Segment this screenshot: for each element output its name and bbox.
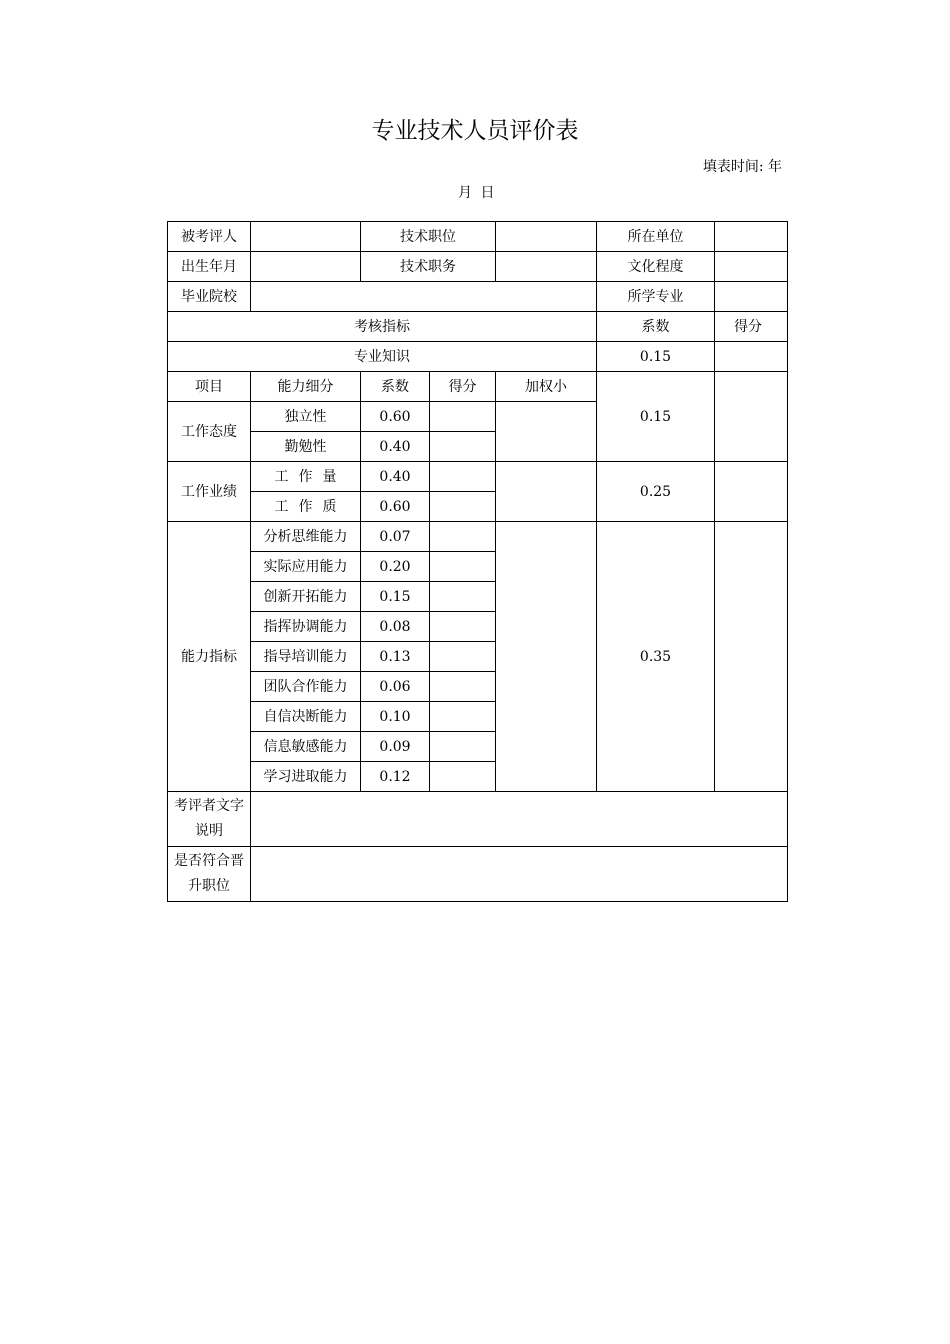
school-label: 毕业院校 bbox=[168, 282, 251, 312]
detail-coef: 0.40 bbox=[361, 432, 430, 462]
detail-name: 工作量 bbox=[274, 468, 347, 485]
table-row bbox=[168, 847, 788, 902]
detail-name: 勤勉性 bbox=[251, 432, 361, 462]
promotion-label-line-1: 是否符合晋 bbox=[174, 853, 244, 869]
tech-duty-label: 技术职务 bbox=[361, 252, 496, 282]
knowledge-label: 专业知识 bbox=[168, 342, 597, 372]
evaluatee-field[interactable] bbox=[251, 222, 361, 252]
detail-name: 实际应用能力 bbox=[251, 552, 361, 582]
knowledge-score-field[interactable] bbox=[715, 342, 788, 372]
score-field[interactable] bbox=[430, 612, 496, 642]
detail-coef: 0.60 bbox=[361, 402, 430, 432]
promotion-label-line-2: 升职位 bbox=[188, 878, 230, 894]
evaluatee-label: 被考评人 bbox=[168, 222, 251, 252]
detail-coef: 0.09 bbox=[361, 732, 430, 762]
ability-coef: 0.35 bbox=[597, 522, 715, 792]
item-header: 项目 bbox=[168, 372, 251, 402]
detail-coef: 0.15 bbox=[361, 582, 430, 612]
tech-duty-field[interactable] bbox=[496, 252, 597, 282]
score-field[interactable] bbox=[430, 432, 496, 462]
weighted-field[interactable] bbox=[496, 522, 597, 792]
ability-total-field[interactable] bbox=[715, 522, 788, 792]
education-field[interactable] bbox=[715, 252, 788, 282]
detail-coef: 0.12 bbox=[361, 762, 430, 792]
table-row bbox=[168, 252, 788, 282]
birth-field[interactable] bbox=[251, 252, 361, 282]
weighted-field[interactable] bbox=[496, 402, 597, 462]
comment-label-line-2: 说明 bbox=[195, 823, 223, 839]
table-row bbox=[168, 312, 788, 342]
sub-score-header: 得分 bbox=[430, 372, 496, 402]
attitude-total-field[interactable] bbox=[715, 372, 788, 462]
table-row bbox=[168, 222, 788, 252]
knowledge-coef: 0.15 bbox=[597, 342, 715, 372]
comment-field[interactable] bbox=[251, 792, 788, 847]
detail-header: 能力细分 bbox=[251, 372, 361, 402]
major-label: 所学专业 bbox=[597, 282, 715, 312]
detail-name: 自信决断能力 bbox=[251, 702, 361, 732]
major-field[interactable] bbox=[715, 282, 788, 312]
promotion-label bbox=[168, 847, 251, 902]
attitude-coef: 0.15 bbox=[597, 372, 715, 462]
education-label: 文化程度 bbox=[597, 252, 715, 282]
score-field[interactable] bbox=[430, 582, 496, 612]
detail-name: 独立性 bbox=[251, 402, 361, 432]
table-row bbox=[168, 342, 788, 372]
sub-coef-header: 系数 bbox=[361, 372, 430, 402]
score-field[interactable] bbox=[430, 402, 496, 432]
detail-coef: 0.10 bbox=[361, 702, 430, 732]
unit-label: 所在单位 bbox=[597, 222, 715, 252]
detail-name: 信息敏感能力 bbox=[251, 732, 361, 762]
score-field[interactable] bbox=[430, 702, 496, 732]
table-row bbox=[168, 372, 788, 402]
school-field[interactable] bbox=[251, 282, 597, 312]
unit-field[interactable] bbox=[715, 222, 788, 252]
indicator-header: 考核指标 bbox=[168, 312, 597, 342]
comment-label bbox=[168, 792, 251, 847]
performance-label: 工作业绩 bbox=[168, 462, 251, 522]
table-row bbox=[168, 522, 788, 552]
evaluation-table bbox=[167, 221, 788, 902]
detail-coef: 0.08 bbox=[361, 612, 430, 642]
coef-header: 系数 bbox=[597, 312, 715, 342]
birth-label: 出生年月 bbox=[168, 252, 251, 282]
detail-coef: 0.06 bbox=[361, 672, 430, 702]
table-row bbox=[168, 282, 788, 312]
table-row bbox=[168, 792, 788, 847]
detail-name: 学习进取能力 bbox=[251, 762, 361, 792]
tech-position-field[interactable] bbox=[496, 222, 597, 252]
detail-coef: 0.40 bbox=[361, 462, 430, 492]
score-field[interactable] bbox=[430, 492, 496, 522]
score-field[interactable] bbox=[430, 642, 496, 672]
weighted-header: 加权小 bbox=[496, 372, 597, 402]
performance-coef: 0.25 bbox=[597, 462, 715, 522]
detail-coef: 0.60 bbox=[361, 492, 430, 522]
attitude-label: 工作态度 bbox=[168, 402, 251, 462]
detail-name: 指导培训能力 bbox=[251, 642, 361, 672]
detail-coef: 0.13 bbox=[361, 642, 430, 672]
ability-label: 能力指标 bbox=[168, 522, 251, 792]
score-field[interactable] bbox=[430, 762, 496, 792]
detail-name: 指挥协调能力 bbox=[251, 612, 361, 642]
detail-name: 分析思维能力 bbox=[251, 522, 361, 552]
performance-total-field[interactable] bbox=[715, 462, 788, 522]
detail-coef: 0.20 bbox=[361, 552, 430, 582]
score-field[interactable] bbox=[430, 672, 496, 702]
score-field[interactable] bbox=[430, 522, 496, 552]
detail-name: 团队合作能力 bbox=[251, 672, 361, 702]
detail-name: 创新开拓能力 bbox=[251, 582, 361, 612]
score-field[interactable] bbox=[430, 462, 496, 492]
detail-name: 工作质 bbox=[274, 498, 347, 515]
page-title: 专业技术人员评价表 bbox=[371, 118, 579, 144]
promotion-field[interactable] bbox=[251, 847, 788, 902]
score-field[interactable] bbox=[430, 732, 496, 762]
tech-position-label: 技术职位 bbox=[361, 222, 496, 252]
comment-label-line-1: 考评者文字 bbox=[174, 798, 244, 814]
score-header: 得分 bbox=[715, 312, 788, 342]
fill-date-label: 月 日 bbox=[458, 185, 495, 201]
fill-time-label: 填表时间: 年 bbox=[702, 159, 782, 175]
table-row bbox=[168, 462, 788, 492]
weighted-field[interactable] bbox=[496, 462, 597, 522]
score-field[interactable] bbox=[430, 552, 496, 582]
detail-coef: 0.07 bbox=[361, 522, 430, 552]
